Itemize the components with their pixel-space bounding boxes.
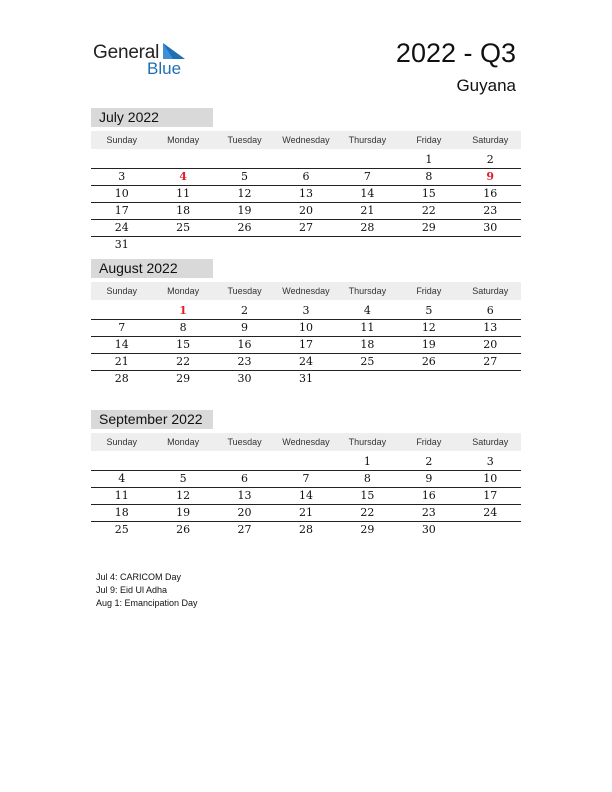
day-cell: 12 bbox=[176, 489, 191, 502]
day-cell bbox=[337, 152, 398, 168]
day-cell: 13 bbox=[298, 187, 313, 200]
week-row bbox=[91, 237, 521, 253]
day-cell: 29 bbox=[360, 523, 375, 536]
day-cell: 30 bbox=[421, 523, 436, 536]
day-cell: 16 bbox=[237, 338, 252, 351]
generalblue-logo bbox=[93, 40, 193, 80]
weekday-label: Wednesday bbox=[282, 437, 330, 447]
day-cell: 11 bbox=[360, 321, 375, 334]
week-row bbox=[91, 488, 521, 505]
weekday-label: Saturday bbox=[472, 286, 509, 296]
day-cell bbox=[275, 237, 336, 253]
week-row bbox=[91, 186, 521, 203]
day-cell: 18 bbox=[360, 338, 375, 351]
logo-word-general: General bbox=[93, 42, 160, 63]
day-cell: 10 bbox=[298, 321, 313, 334]
day-cell bbox=[214, 237, 275, 253]
day-cell: 23 bbox=[483, 204, 498, 217]
day-cell: 11 bbox=[176, 187, 191, 200]
page-title: 2022 - Q3 bbox=[395, 38, 516, 68]
day-cell: 4 bbox=[363, 304, 371, 317]
day-cell: 23 bbox=[421, 506, 436, 519]
week-row bbox=[91, 505, 521, 522]
day-cell: 6 bbox=[486, 304, 494, 317]
weekday-header bbox=[91, 282, 521, 300]
day-cell: 6 bbox=[302, 170, 310, 183]
day-cell: 15 bbox=[360, 489, 375, 502]
week-row bbox=[91, 454, 521, 471]
day-cell: 23 bbox=[237, 355, 252, 368]
day-cell: 13 bbox=[237, 489, 252, 502]
day-cell: 17 bbox=[298, 338, 313, 351]
day-cell bbox=[337, 371, 398, 387]
weekday-label: Thursday bbox=[348, 135, 387, 145]
day-cell: 30 bbox=[237, 372, 252, 385]
day-cell: 20 bbox=[298, 204, 313, 217]
week-row bbox=[91, 354, 521, 371]
day-cell: 3 bbox=[302, 304, 310, 317]
day-cell: 28 bbox=[360, 221, 375, 234]
day-cell: 24 bbox=[298, 355, 313, 368]
day-cell: 30 bbox=[483, 221, 498, 234]
day-cell: 2 bbox=[486, 153, 494, 166]
day-cell: 10 bbox=[114, 187, 129, 200]
day-cell: 14 bbox=[114, 338, 129, 351]
day-cell: 12 bbox=[237, 187, 252, 200]
weekday-label: Sunday bbox=[106, 437, 137, 447]
logo-word-blue: Blue bbox=[147, 59, 182, 78]
day-cell: 25 bbox=[360, 355, 375, 368]
day-cell bbox=[275, 152, 336, 168]
weekday-label: Friday bbox=[416, 437, 442, 447]
day-cell: 17 bbox=[114, 204, 129, 217]
day-cell: 12 bbox=[421, 321, 436, 334]
day-cell bbox=[398, 371, 459, 387]
week-row bbox=[91, 169, 521, 186]
day-cell: 21 bbox=[360, 204, 375, 217]
day-cell bbox=[275, 454, 336, 470]
day-cell: 27 bbox=[237, 523, 252, 536]
weekday-header bbox=[91, 131, 521, 149]
day-cell: 26 bbox=[421, 355, 436, 368]
logo-flag-icon bbox=[163, 43, 185, 59]
week-row bbox=[91, 371, 521, 387]
week-row bbox=[91, 152, 521, 169]
day-cell: 4 bbox=[118, 472, 126, 485]
day-cell: 5 bbox=[241, 170, 249, 183]
day-cell bbox=[91, 152, 152, 168]
day-cell: 25 bbox=[114, 523, 129, 536]
week-row bbox=[91, 337, 521, 354]
weeks bbox=[91, 454, 521, 538]
day-cell: 19 bbox=[421, 338, 436, 351]
weekday-label: Wednesday bbox=[282, 286, 330, 296]
day-cell: 11 bbox=[114, 489, 129, 502]
weekday-label: Wednesday bbox=[282, 135, 330, 145]
day-cell: 24 bbox=[483, 506, 498, 519]
day-cell: 19 bbox=[176, 506, 191, 519]
day-cell: 5 bbox=[179, 472, 187, 485]
day-cell: 29 bbox=[421, 221, 436, 234]
day-cell: 4 bbox=[179, 170, 187, 183]
weekday-label: Saturday bbox=[472, 437, 509, 447]
day-cell: 7 bbox=[363, 170, 371, 183]
day-cell bbox=[460, 522, 521, 538]
day-cell: 14 bbox=[360, 187, 375, 200]
day-cell: 2 bbox=[425, 455, 433, 468]
weekday-label: Friday bbox=[416, 286, 442, 296]
day-cell: 9 bbox=[486, 170, 495, 183]
day-cell bbox=[214, 454, 275, 470]
week-row bbox=[91, 471, 521, 488]
weekday-label: Thursday bbox=[348, 286, 387, 296]
day-cell: 15 bbox=[421, 187, 436, 200]
day-cell: 20 bbox=[237, 506, 252, 519]
month-calendar-september bbox=[91, 410, 521, 538]
day-cell: 31 bbox=[114, 238, 129, 251]
day-cell bbox=[398, 237, 459, 253]
day-cell: 14 bbox=[298, 489, 313, 502]
day-cell: 19 bbox=[237, 204, 252, 217]
holiday-note: Jul 9: Eid Ul Adha bbox=[96, 585, 168, 595]
day-cell: 9 bbox=[425, 472, 433, 485]
day-cell: 18 bbox=[114, 506, 129, 519]
day-cell: 8 bbox=[179, 321, 187, 334]
day-cell: 1 bbox=[179, 304, 187, 317]
day-cell: 22 bbox=[360, 506, 375, 519]
day-cell: 18 bbox=[176, 204, 191, 217]
day-cell: 15 bbox=[176, 338, 191, 351]
day-cell: 17 bbox=[483, 489, 498, 502]
weekday-label: Tuesday bbox=[227, 286, 262, 296]
day-cell: 13 bbox=[483, 321, 498, 334]
day-cell bbox=[152, 454, 213, 470]
holiday-note: Aug 1: Emancipation Day bbox=[96, 598, 198, 608]
day-cell: 9 bbox=[241, 321, 249, 334]
day-cell bbox=[214, 152, 275, 168]
weekday-label: Monday bbox=[167, 286, 200, 296]
weeks bbox=[91, 152, 521, 253]
day-cell: 22 bbox=[421, 204, 436, 217]
week-row bbox=[91, 220, 521, 237]
day-cell: 2 bbox=[241, 304, 249, 317]
weekday-header bbox=[91, 433, 521, 451]
weekday-label: Friday bbox=[416, 135, 442, 145]
month-label: September 2022 bbox=[91, 410, 213, 429]
weekday-label: Sunday bbox=[106, 286, 137, 296]
day-cell: 3 bbox=[118, 170, 126, 183]
day-cell: 10 bbox=[483, 472, 498, 485]
day-cell bbox=[337, 237, 398, 253]
day-cell: 8 bbox=[363, 472, 371, 485]
week-row bbox=[91, 203, 521, 220]
weekday-label: Sunday bbox=[106, 135, 137, 145]
weekday-label: Tuesday bbox=[227, 135, 262, 145]
day-cell bbox=[91, 303, 152, 319]
day-cell bbox=[460, 371, 521, 387]
day-cell bbox=[91, 454, 152, 470]
week-row bbox=[91, 320, 521, 337]
day-cell: 28 bbox=[298, 523, 313, 536]
holiday-note: Jul 4: CARICOM Day bbox=[96, 572, 182, 582]
day-cell: 27 bbox=[298, 221, 313, 234]
month-calendar-august bbox=[91, 259, 521, 387]
day-cell: 24 bbox=[114, 221, 129, 234]
weekday-label: Monday bbox=[167, 135, 200, 145]
month-calendar-july bbox=[91, 108, 521, 253]
day-cell: 6 bbox=[241, 472, 249, 485]
week-row bbox=[91, 303, 521, 320]
day-cell: 27 bbox=[483, 355, 498, 368]
day-cell: 29 bbox=[176, 372, 191, 385]
day-cell: 21 bbox=[298, 506, 313, 519]
weekday-label: Thursday bbox=[348, 437, 387, 447]
weekday-label: Monday bbox=[167, 437, 200, 447]
day-cell bbox=[152, 152, 213, 168]
week-row bbox=[91, 522, 521, 538]
day-cell: 16 bbox=[483, 187, 498, 200]
day-cell: 5 bbox=[425, 304, 433, 317]
day-cell: 26 bbox=[237, 221, 252, 234]
day-cell: 31 bbox=[298, 372, 313, 385]
day-cell: 16 bbox=[421, 489, 436, 502]
day-cell: 20 bbox=[483, 338, 498, 351]
country-name: Guyana bbox=[456, 76, 516, 95]
weekday-label: Saturday bbox=[472, 135, 509, 145]
day-cell: 28 bbox=[114, 372, 129, 385]
day-cell: 3 bbox=[486, 455, 494, 468]
weekday-label: Tuesday bbox=[227, 437, 262, 447]
day-cell bbox=[152, 237, 213, 253]
day-cell: 8 bbox=[425, 170, 433, 183]
day-cell: 25 bbox=[176, 221, 191, 234]
holiday-notes bbox=[96, 571, 198, 610]
day-cell: 7 bbox=[302, 472, 310, 485]
day-cell: 1 bbox=[363, 455, 371, 468]
day-cell bbox=[460, 237, 521, 253]
day-cell: 21 bbox=[114, 355, 129, 368]
day-cell: 7 bbox=[118, 321, 126, 334]
month-label: August 2022 bbox=[91, 259, 213, 278]
weeks bbox=[91, 303, 521, 387]
day-cell: 1 bbox=[425, 153, 433, 166]
day-cell: 26 bbox=[176, 523, 191, 536]
day-cell: 22 bbox=[176, 355, 191, 368]
month-label: July 2022 bbox=[91, 108, 213, 127]
